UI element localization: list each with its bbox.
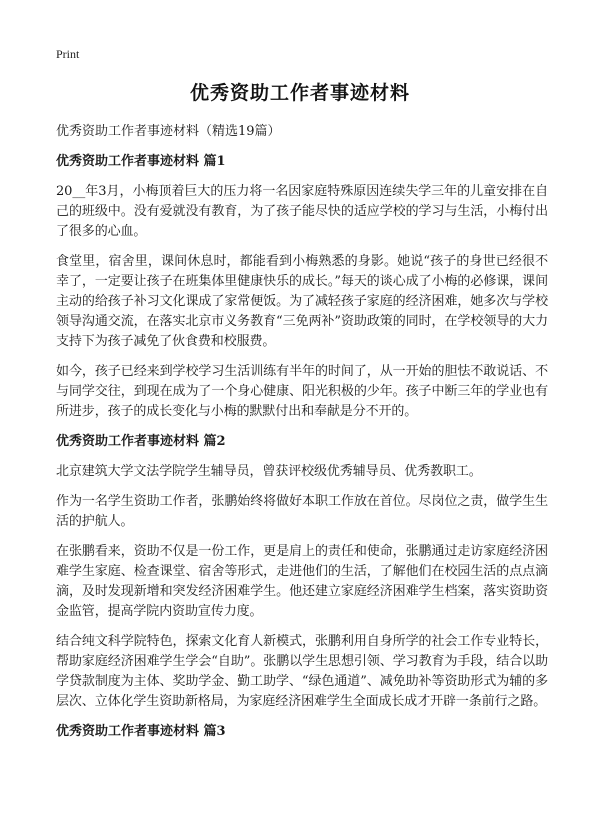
print-link[interactable]: Print bbox=[56, 47, 80, 61]
section-heading: 优秀资助工作者事迹材料 篇3 bbox=[56, 724, 226, 739]
paragraph: 作为一名学生资助工作者，张鹏始终将做好本职工作放在首位。尽岗位之责，做学生生活的护航人。 bbox=[56, 494, 548, 529]
paragraph: 在张鹏看来，资助不仅是一份工作，更是肩上的责任和使命，张鹏通过走访家庭经济困难学生家庭、检查课堂、宿舍等形式，走进他们的生活，了解他们在校园生活的点点滴滴，及时发现新增和突发经济困难学生。他还建立家庭经济困难学生档案，落实资助资金监管，提高学院内资助宣传力度。 bbox=[56, 544, 548, 619]
paragraph: 20__年3月，小梅顶着巨大的压力将一名因家庭特殊原因连续失学三年的儿童安排在自己的班级中。没有爱就没有教育，为了孩子能尽快的适应学校的学习与生活，小梅付出了很多的心血。 bbox=[56, 184, 548, 239]
section-1 bbox=[56, 152, 548, 422]
document-title: 优秀资助工作者事迹材料 bbox=[189, 82, 410, 104]
paragraph: 北京建筑大学文法学院学生辅导员，曾获评校级优秀辅导员、优秀教职工。 bbox=[56, 464, 482, 479]
section-3 bbox=[56, 722, 548, 742]
paragraph: 如今，孩子已经来到学校学习生活训练有半年的时间了，从一开始的胆怯不敢说话、不与同学交往，到现在成为了一个身心健康、阳光积极的少年。孩子中断三年的学业也有所进步，孩子的成长变化与小梅的默默付出和奉献是分不开的。 bbox=[56, 364, 548, 419]
paragraph: 结合纯文科学院特色，探索文化育人新模式，张鹏利用自身所学的社会工作专业特长，帮助家庭经济困难学生学会“自助”。张鹏以学生思想引领、学习教育为手段，结合以助学贷款制度为主体、奖助学金、勤工助学、“绿色通道”、减免助补等资助形式为辅的多层次、立体化学生资助新格局，为家庭经济困难学生全面成长成才开辟一条前行之路。 bbox=[56, 634, 548, 709]
document-body bbox=[56, 122, 548, 752]
section-heading: 优秀资助工作者事迹材料 篇2 bbox=[56, 434, 226, 449]
paragraph: 食堂里，宿舍里，课间休息时，都能看到小梅熟悉的身影。她说“孩子的身世已经很不幸了，一定要让孩子在班集体里健康快乐的成长。”每天的谈心成了小梅的必修课，课间主动的给孩子补习文化课成了家常便饭。为了减轻孩子家庭的经济困难，她多次与学校领导沟通交流，在落实北京市义务教育“三免两补”资助政策的同时，在学校领导的大力支持下为孩子减免了伙食费和校服费。 bbox=[56, 254, 548, 349]
section-heading: 优秀资助工作者事迹材料 篇1 bbox=[56, 154, 226, 169]
document-subtitle: 优秀资助工作者事迹材料（精选19篇） bbox=[56, 124, 281, 139]
section-2 bbox=[56, 432, 548, 712]
